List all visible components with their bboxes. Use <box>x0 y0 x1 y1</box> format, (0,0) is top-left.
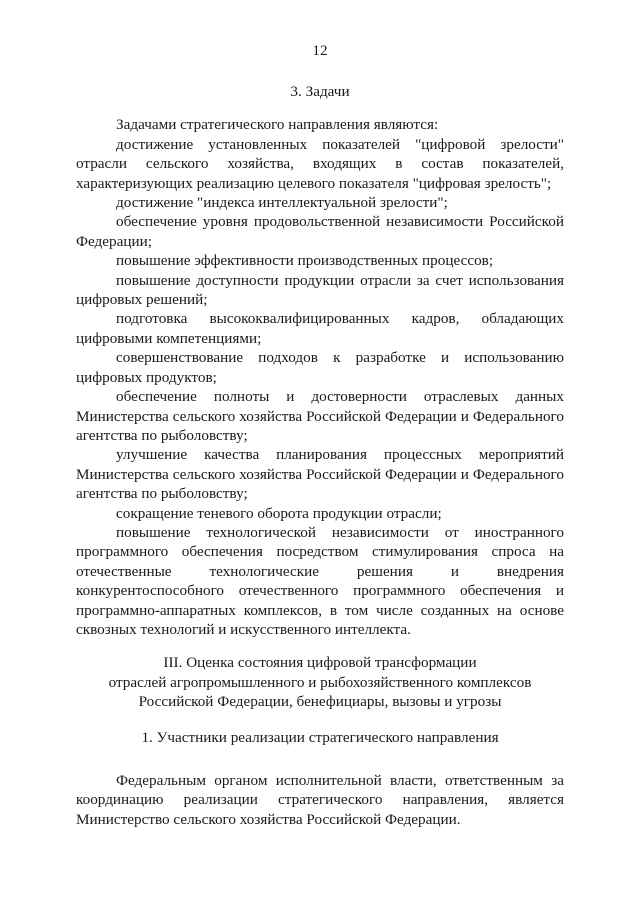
chapter-heading-line: отраслей агропромышленного и рыбохозяйственного комплексов <box>108 673 532 691</box>
section-title: 3. Задачи <box>290 83 350 100</box>
chapter-heading <box>76 653 564 711</box>
task-item: повышение технологической независимости от иностранного программного обеспечения посредством стимулирования спроса на отечественные технологические решения и внедрения конкурентоспособного отечественного программного обеспечения и программно-аппаратных комплексов, в том числе созданных на основе сквозных технологий и искусственного интеллекта. <box>76 523 564 638</box>
task-item: совершенствование подходов к разработке и использованию цифровых продуктов; <box>76 349 564 386</box>
document-body <box>76 82 564 829</box>
task-item: достижение "индекса интеллектуальной зрелости"; <box>116 194 448 212</box>
chapter-heading-line: Российской Федерации, бенефициары, вызовы и угрозы <box>138 693 502 711</box>
chapter-heading-line: III. Оценка состояния цифровой трансформации <box>163 654 477 672</box>
subsection-title: 1. Участники реализации стратегического направления <box>141 728 499 746</box>
page-number: 12 <box>312 42 328 59</box>
closing-paragraph: Федеральным органом исполнительной власти, ответственным за координацию реализации стратегического направления, является Министерство сельского хозяйства Российской Федерации. <box>76 772 564 828</box>
task-item: улучшение качества планирования процессных мероприятий Министерства сельского хозяйства Российской Федерации и Федерального агентства по рыболовству; <box>76 446 564 503</box>
task-item: сокращение теневого оборота продукции отрасли; <box>116 504 442 522</box>
task-item: обеспечение полноты и достоверности отраслевых данных Министерства сельского хозяйства Российской Федерации и Федерального агентства по рыболовству; <box>76 388 564 444</box>
task-item: подготовка высококвалифицированных кадров, обладающих цифровыми компетенциями; <box>76 310 564 347</box>
task-item: повышение доступности продукции отрасли за счет использования цифровых решений; <box>76 271 564 309</box>
task-item: достижение установленных показателей "цифровой зрелости" отрасли сельского хозяйства, входящих в состав показателей, характеризующих реализацию целевого показателя "цифровая зрелость"; <box>76 135 564 192</box>
task-item: повышение эффективности производственных процессов; <box>116 252 494 270</box>
task-item: обеспечение уровня продовольственной независимости Российской Федерации; <box>76 213 564 250</box>
intro-paragraph: Задачами стратегического направления являются: <box>116 116 439 134</box>
